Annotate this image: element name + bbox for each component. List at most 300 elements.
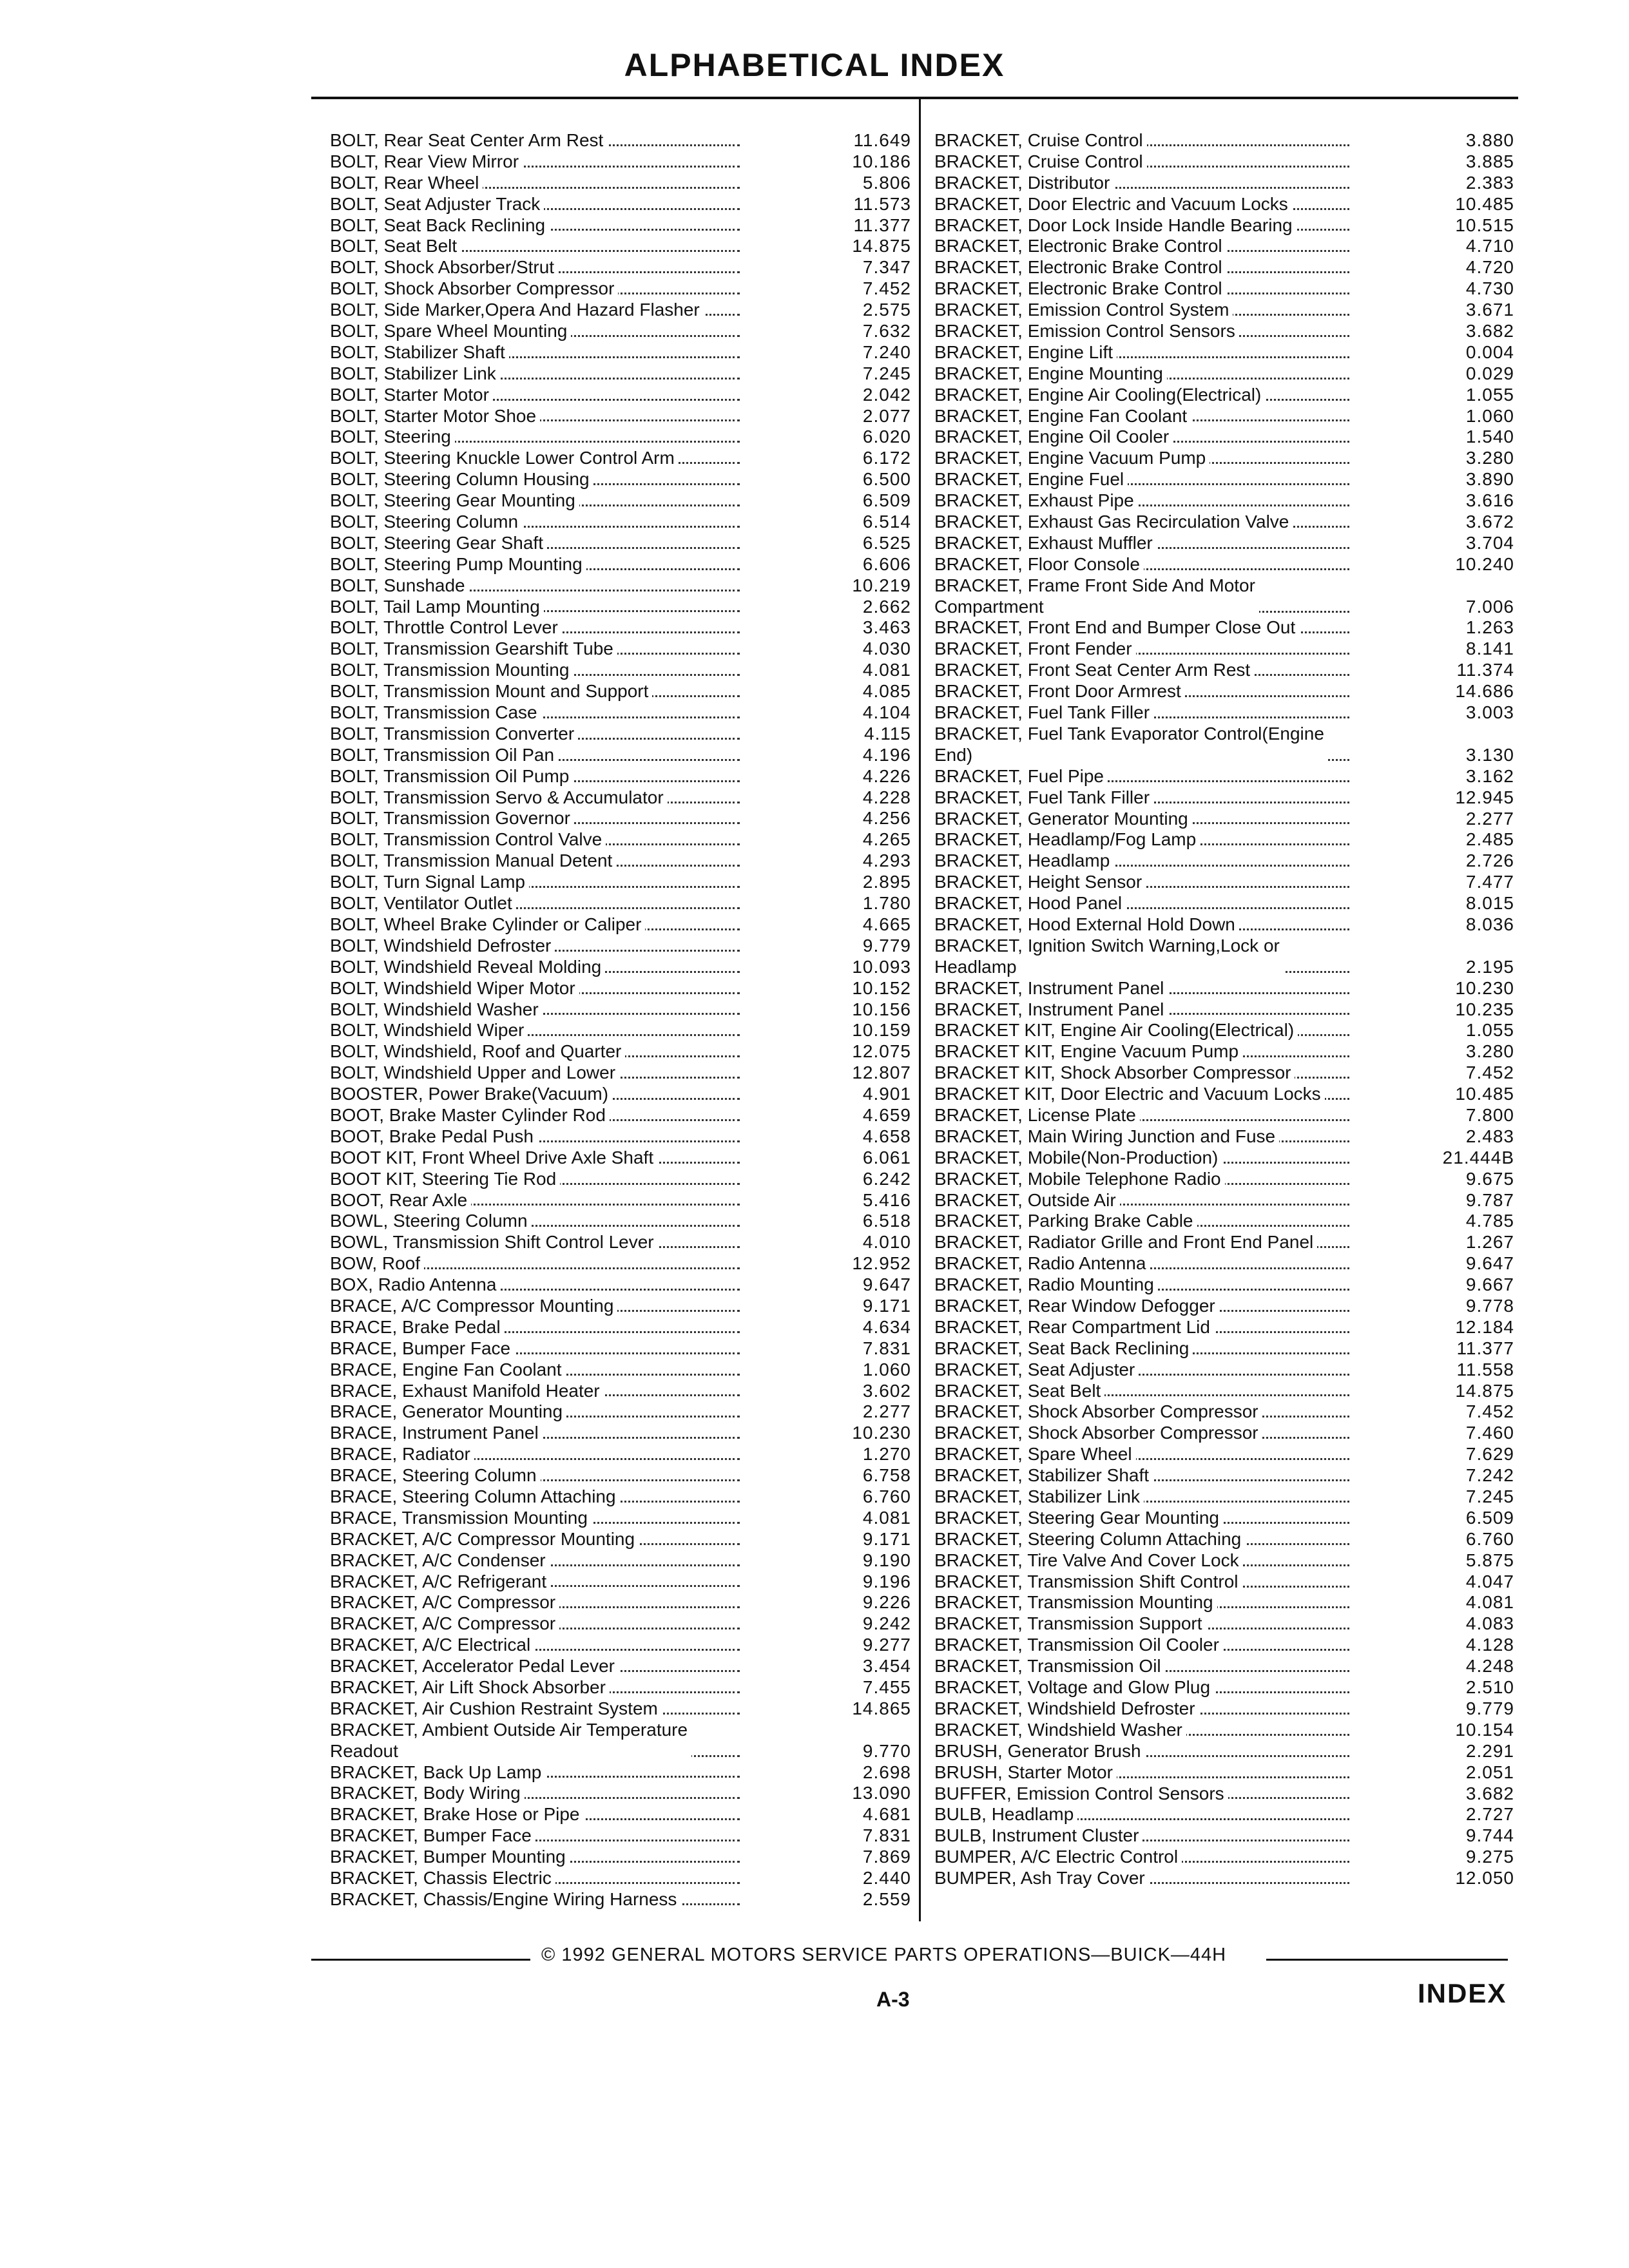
index-entry (330, 1338, 911, 1360)
index-entry (330, 617, 911, 639)
entry-name-wrap (934, 1783, 1353, 1805)
entry-page: 10.219 (852, 575, 911, 595)
index-entry (934, 257, 1514, 278)
entry-name: BRACKET, Engine Mounting (934, 363, 1167, 385)
entry-name-wrap (330, 1783, 744, 1804)
entry-name: BRACKET, Front Door Armrest (934, 681, 1185, 702)
index-entry (330, 1613, 911, 1635)
entry-name: BOLT, Windshield, Roof and Quarter (330, 1041, 625, 1062)
entry-name: BOLT, Shock Absorber/Strut (330, 257, 558, 278)
entry-name-wrap (330, 809, 744, 830)
index-entry (934, 681, 1514, 702)
entry-page: 6.172 (862, 448, 911, 468)
entry-name: BRACKET, Seat Adjuster (934, 1360, 1139, 1381)
entry-page: 4.634 (862, 1316, 911, 1337)
entry-page: 10.230 (1455, 977, 1514, 998)
entry-page: 2.440 (862, 1868, 911, 1888)
index-entry (934, 618, 1514, 639)
entry-name-wrap (934, 681, 1353, 702)
entry-name: BRACKET, Transmission Shift Control (934, 1571, 1242, 1593)
footer-rule-left (311, 1959, 530, 1961)
entry-page: 9.171 (862, 1295, 911, 1316)
entry-name: BRACKET, Door Electric and Vacuum Locks (934, 194, 1292, 215)
entry-page: 2.277 (1465, 808, 1514, 829)
entry-name-wrap (330, 1020, 744, 1041)
entry-name-wrap (330, 1550, 744, 1571)
entry-page: 12.075 (852, 1041, 911, 1062)
entry-page: 9.171 (862, 1528, 911, 1549)
entry-name-wrap (934, 787, 1353, 809)
index-entry (330, 1571, 911, 1593)
entry-page: 14.875 (852, 236, 911, 256)
entry-name: BRACKET, Electronic Brake Control (934, 278, 1226, 300)
entry-name-wrap (330, 1296, 744, 1317)
entry-name: BOLT, Transmission Converter (330, 724, 578, 745)
entry-page: 3.454 (862, 1656, 911, 1677)
entry-name: BOWL, Steering Column (330, 1211, 532, 1232)
entry-name: BRACKET, Transmission Support (934, 1613, 1206, 1635)
entry-name-wrap (330, 660, 744, 681)
entry-name: BRACKET, Fuel Tank Evaporator Control(Engine End) (934, 724, 1328, 766)
entry-page: 1.270 (862, 1444, 911, 1465)
entry-name: BRACKET, Exhaust Gas Recirculation Valve (934, 512, 1293, 533)
index-entry (330, 554, 911, 575)
index-entry (934, 1020, 1514, 1041)
entry-page: 2.195 (1465, 956, 1514, 977)
index-entry (330, 1381, 911, 1402)
entry-name: BOLT, Starter Motor (330, 385, 493, 406)
index-entry (330, 1508, 911, 1529)
entry-page: 4.081 (1465, 1592, 1514, 1613)
entry-page: 1.060 (1465, 405, 1514, 426)
entry-page: 4.256 (862, 808, 911, 829)
entry-page: 6.500 (862, 469, 911, 490)
index-entry (330, 1126, 911, 1148)
entry-name: BRACKET, Transmission Mounting (934, 1593, 1217, 1614)
entry-page: 4.030 (862, 639, 911, 659)
entry-name-wrap (934, 639, 1353, 660)
entry-name: BRACKET, Fuel Pipe (934, 766, 1108, 787)
entry-name-wrap (934, 978, 1353, 999)
entry-name-wrap (330, 1317, 744, 1338)
entry-name-wrap (330, 512, 744, 533)
entry-page: 4.128 (1465, 1635, 1514, 1655)
entry-name: BRACKET, Door Lock Inside Handle Bearing (934, 215, 1296, 236)
entry-name-wrap (934, 1317, 1353, 1338)
index-entry (934, 1041, 1514, 1062)
entry-page: 4.226 (862, 765, 911, 786)
index-entry (330, 300, 911, 321)
index-entry (330, 766, 911, 787)
entry-page: 1.055 (1465, 1020, 1514, 1041)
entry-name-wrap (330, 406, 744, 427)
entry-name-wrap (934, 1508, 1353, 1529)
entry-name: BRACE, Steering Column Attaching (330, 1486, 620, 1508)
entry-name: BRACKET, Exhaust Pipe (934, 490, 1138, 512)
entry-name: BOX, Radio Antenna (330, 1274, 500, 1296)
entry-name-wrap (330, 1613, 744, 1635)
index-entry (330, 173, 911, 194)
index-entry (934, 1783, 1514, 1805)
index-entry (330, 957, 911, 978)
index-entry (934, 321, 1514, 342)
entry-page: 6.758 (862, 1465, 911, 1486)
entry-name-wrap (934, 1635, 1353, 1656)
entry-name-wrap (934, 469, 1353, 490)
entry-name-wrap (330, 1529, 744, 1550)
entry-name-wrap (330, 1486, 744, 1508)
entry-page: 3.682 (1465, 1783, 1514, 1803)
entry-name-wrap (934, 914, 1353, 936)
index-entry (330, 1360, 911, 1381)
entry-name: BRACKET, Fuel Tank Filler (934, 787, 1153, 809)
entry-page: 7.006 (1465, 596, 1514, 617)
entry-name-wrap (330, 872, 744, 893)
entry-name-wrap (934, 850, 1353, 872)
entry-name: BULB, Instrument Cluster (934, 1825, 1142, 1847)
entry-name: BOLT, Transmission Oil Pan (330, 745, 558, 766)
entry-page: 11.377 (1456, 1338, 1514, 1358)
entry-name-wrap (934, 257, 1353, 278)
entry-name: BRACKET, A/C Compressor (330, 1592, 559, 1613)
entry-name: BRACKET, Electronic Brake Control (934, 257, 1226, 278)
entry-name: BRACKET, Mobile(Non-Production) (934, 1148, 1222, 1169)
entry-name: BOLT, Transmission Servo & Accumulator (330, 787, 668, 809)
entry-name-wrap (330, 1041, 744, 1062)
index-entry (934, 406, 1514, 427)
entry-name: BRACE, Engine Fan Coolant (330, 1360, 566, 1381)
entry-page: 8.015 (1465, 893, 1514, 914)
entry-name-wrap (934, 406, 1353, 427)
entry-name: BULB, Headlamp (934, 1804, 1077, 1825)
entry-name-wrap (934, 427, 1353, 448)
index-entry (934, 173, 1514, 194)
entry-page: 14.865 (852, 1698, 911, 1718)
entry-name: BRACKET, Bumper Mounting (330, 1847, 570, 1868)
entry-name-wrap (330, 194, 744, 215)
entry-name: BOLT, Steering Pump Mounting (330, 554, 586, 575)
entry-name-wrap (934, 936, 1353, 978)
index-entry (934, 724, 1514, 766)
entry-name-wrap (934, 575, 1353, 618)
entry-name-wrap (934, 215, 1353, 236)
entry-name: BOLT, Steering Column Housing (330, 469, 593, 490)
entry-name: BRACKET, Main Wiring Junction and Fuse (934, 1126, 1279, 1148)
entry-page: 7.800 (1465, 1105, 1514, 1125)
entry-name: BRACKET, Chassis Electric (330, 1868, 555, 1889)
entry-page: 2.051 (1465, 1762, 1514, 1782)
entry-name: BRACKET, Air Lift Shock Absorber (330, 1677, 610, 1698)
entry-name: BRACKET, Ambient Outside Air Temperature Readout (330, 1720, 691, 1762)
entry-page: 7.245 (862, 363, 911, 383)
entry-page: 4.115 (864, 723, 911, 744)
index-entry (330, 1677, 911, 1698)
entry-name-wrap (934, 1253, 1353, 1274)
index-entry (330, 1529, 911, 1550)
entry-name-wrap (934, 999, 1353, 1021)
index-entry (330, 809, 911, 830)
entry-name-wrap (330, 639, 744, 660)
entry-name: BRACKET, Shock Absorber Compressor (934, 1423, 1262, 1444)
entry-page: 5.416 (862, 1189, 911, 1210)
entry-name: BRACKET, Back Up Lamp (330, 1762, 545, 1783)
entry-name: BRACKET, Transmission Oil Cooler (934, 1635, 1223, 1656)
entry-page: 7.831 (862, 1338, 911, 1358)
entry-name: BRACKET, Headlamp/Fog Lamp (934, 829, 1200, 850)
entry-name: BRACKET, Cruise Control (934, 130, 1147, 151)
index-entry (330, 1825, 911, 1847)
header-rule (311, 97, 1518, 99)
entry-name: BRUSH, Starter Motor (934, 1762, 1117, 1783)
index-entry (330, 321, 911, 342)
index-entry (934, 1444, 1514, 1465)
entry-name-wrap (934, 1465, 1353, 1486)
entry-page: 12.952 (852, 1253, 911, 1274)
entry-name: BRACKET, Tire Valve And Cover Lock (934, 1550, 1243, 1571)
entry-name-wrap (330, 1868, 744, 1889)
entry-page: 7.245 (1465, 1486, 1514, 1507)
entry-name-wrap (934, 1656, 1353, 1677)
entry-name: BRACKET, Steering Column Attaching (934, 1529, 1245, 1550)
index-entry (330, 597, 911, 618)
index-entry (934, 1232, 1514, 1253)
entry-page: 4.658 (862, 1126, 911, 1146)
entry-page: 10.230 (852, 1423, 911, 1443)
entry-page: 9.647 (1465, 1253, 1514, 1274)
index-entry (934, 660, 1514, 681)
entry-name: BOLT, Tail Lamp Mounting (330, 597, 544, 618)
index-entry (330, 724, 911, 745)
entry-page: 2.727 (1465, 1804, 1514, 1825)
entry-page: 14.875 (1455, 1380, 1514, 1401)
entry-name-wrap (330, 999, 744, 1021)
entry-name: BRACKET, Transmission Oil (934, 1656, 1165, 1677)
entry-name-wrap (934, 1486, 1353, 1508)
entry-name: BRACKET, Instrument Panel (934, 978, 1168, 999)
entry-name: BRACKET KIT, Door Electric and Vacuum Locks (934, 1084, 1325, 1105)
entry-name-wrap (934, 1868, 1353, 1889)
entry-name-wrap (934, 1126, 1353, 1148)
index-entry (934, 385, 1514, 406)
entry-page: 4.085 (862, 681, 911, 702)
entry-page: 9.675 (1465, 1168, 1514, 1189)
entry-name-wrap (934, 1613, 1353, 1635)
entry-page: 13.090 (852, 1783, 911, 1803)
entry-name: BOLT, Steering Gear Shaft (330, 533, 547, 554)
entry-page: 8.141 (1465, 639, 1514, 659)
index-entry (330, 1084, 911, 1105)
index-entry (330, 406, 911, 427)
index-entry (934, 575, 1514, 618)
index-entry (330, 1656, 911, 1677)
entry-name-wrap (330, 385, 744, 406)
index-entry (330, 660, 911, 681)
index-entry (934, 1635, 1514, 1656)
entry-page: 2.483 (1465, 1126, 1514, 1146)
entry-page: 1.055 (1465, 384, 1514, 405)
entry-name-wrap (330, 1825, 744, 1847)
index-entry (934, 1677, 1514, 1698)
entry-name-wrap (330, 1889, 744, 1910)
entry-name: BRACKET, Engine Lift (934, 342, 1117, 363)
entry-name: BRACKET, Steering Gear Mounting (934, 1508, 1223, 1529)
index-entry (934, 1571, 1514, 1593)
entry-name: BOLT, Sunshade (330, 575, 469, 597)
entry-name: BOLT, Rear Wheel (330, 173, 483, 194)
entry-page: 9.770 (862, 1740, 911, 1761)
entry-page: 7.869 (862, 1847, 911, 1867)
entry-page: 11.573 (853, 193, 911, 214)
entry-name-wrap (934, 1741, 1353, 1762)
entry-name-wrap (330, 321, 744, 342)
entry-name: BRACKET, Windshield Defroster (934, 1698, 1199, 1720)
entry-page: 11.558 (1456, 1359, 1514, 1379)
entry-name: BRACKET, Spare Wheel (934, 1444, 1136, 1465)
index-entry (330, 681, 911, 702)
entry-page: 6.514 (862, 512, 911, 532)
entry-name-wrap (934, 702, 1353, 724)
entry-name: BOLT, Steering (330, 427, 455, 448)
page-title: ALPHABETICAL INDEX (624, 47, 1005, 83)
entry-name-wrap (934, 1148, 1353, 1169)
index-entry (934, 1465, 1514, 1486)
entry-name: BOLT, Seat Back Reclining (330, 215, 549, 236)
entry-page: 7.455 (862, 1677, 911, 1697)
entry-page: 7.629 (1465, 1444, 1514, 1465)
index-entry (934, 1613, 1514, 1635)
entry-name: BRACKET, A/C Compressor Mounting (330, 1529, 639, 1550)
entry-name: BOLT, Transmission Case (330, 702, 541, 724)
entry-name-wrap (330, 575, 744, 597)
index-entry (330, 427, 911, 448)
entry-page: 7.632 (862, 321, 911, 341)
entry-name-wrap (330, 1401, 744, 1423)
entry-name: BOLT, Windshield Defroster (330, 936, 555, 957)
entry-page: 3.671 (1465, 300, 1514, 320)
entry-page: 21.444B (1442, 1147, 1514, 1168)
entry-name-wrap (934, 1825, 1353, 1847)
entry-name-wrap (934, 1529, 1353, 1550)
entry-page: 12.945 (1455, 787, 1514, 807)
entry-name-wrap (330, 257, 744, 278)
entry-name: BRACKET, Stabilizer Link (934, 1486, 1144, 1508)
entry-name: BRACKET, Electronic Brake Control (934, 236, 1226, 257)
entry-name-wrap (330, 342, 744, 363)
entry-page: 2.510 (1465, 1677, 1514, 1698)
entry-page: 4.720 (1465, 257, 1514, 278)
entry-name-wrap (330, 1211, 744, 1232)
entry-name: BRACKET, Fuel Tank Filler (934, 702, 1153, 724)
entry-name-wrap (330, 1423, 744, 1444)
entry-name-wrap (934, 1274, 1353, 1296)
entry-name-wrap (934, 363, 1353, 385)
entry-name: BOLT, Steering Column (330, 512, 522, 533)
entry-name-wrap (330, 1635, 744, 1656)
index-entry (330, 215, 911, 236)
entry-page: 3.130 (1465, 744, 1514, 765)
entry-name-wrap (330, 936, 744, 957)
index-entry (330, 702, 911, 724)
entry-page: 2.277 (862, 1401, 911, 1422)
entry-name: BOLT, Transmission Manual Detent (330, 850, 616, 872)
entry-name-wrap (330, 554, 744, 575)
entry-page: 6.061 (862, 1147, 911, 1168)
entry-page: 7.452 (862, 278, 911, 299)
index-entry (330, 914, 911, 936)
entry-name: BRACKET, Hood Panel (934, 893, 1126, 914)
entry-name-wrap (330, 1253, 744, 1274)
entry-name: BRACE, Generator Mounting (330, 1401, 566, 1423)
entry-name: BRACKET, Emission Control Sensors (934, 321, 1239, 342)
entry-name-wrap (934, 512, 1353, 533)
entry-page: 4.081 (862, 660, 911, 680)
entry-page: 4.196 (862, 744, 911, 765)
index-entry (330, 893, 911, 914)
index-entry (330, 639, 911, 660)
entry-name-wrap (934, 1169, 1353, 1190)
entry-name-wrap (934, 1677, 1353, 1698)
entry-name-wrap (934, 1720, 1353, 1741)
entry-page: 3.616 (1465, 490, 1514, 511)
index-entry (330, 1211, 911, 1232)
index-entry (330, 278, 911, 300)
index-entry (934, 829, 1514, 850)
entry-name-wrap (330, 448, 744, 469)
index-entry (330, 533, 911, 554)
entry-name-wrap (330, 1677, 744, 1698)
entry-page: 11.377 (853, 215, 911, 235)
entry-name-wrap (934, 1296, 1353, 1317)
entry-name: BRACKET, A/C Compressor (330, 1613, 559, 1635)
index-entry (934, 533, 1514, 554)
entry-name: BOLT, Seat Belt (330, 236, 461, 257)
entry-page: 4.659 (862, 1104, 911, 1125)
entry-page: 4.081 (862, 1507, 911, 1528)
entry-page: 3.280 (1465, 1041, 1514, 1062)
entry-name-wrap (330, 1360, 744, 1381)
entry-name: BRACE, A/C Compressor Mounting (330, 1296, 617, 1317)
entry-page: 3.682 (1465, 321, 1514, 341)
entry-name-wrap (934, 1593, 1353, 1614)
entry-name: BRACKET, Radio Mounting (934, 1274, 1158, 1296)
entry-name: BOLT, Transmission Oil Pump (330, 766, 573, 787)
entry-name-wrap (934, 342, 1353, 363)
entry-page: 9.778 (1465, 1296, 1514, 1316)
entry-name-wrap (330, 1656, 744, 1677)
entry-name: BUMPER, Ash Tray Cover (934, 1868, 1149, 1889)
entry-page: 7.831 (862, 1825, 911, 1846)
entry-name: BRACKET, Brake Hose or Pipe (330, 1804, 584, 1825)
entry-name-wrap (330, 173, 744, 194)
entry-name-wrap (330, 1444, 744, 1465)
entry-name-wrap (934, 130, 1353, 151)
entry-name-wrap (934, 300, 1353, 321)
entry-page: 8.036 (1465, 914, 1514, 934)
index-column-right (934, 130, 1514, 1889)
entry-page: 3.280 (1465, 448, 1514, 468)
index-entry (330, 1020, 911, 1041)
footer-copyright: © 1992 GENERAL MOTORS SERVICE PARTS OPERATIONS—BUICK—44H (541, 1945, 1227, 1965)
index-entry (330, 1296, 911, 1317)
entry-page: 9.667 (1465, 1274, 1514, 1295)
index-entry (934, 1360, 1514, 1381)
entry-name-wrap (330, 1847, 744, 1868)
index-entry (934, 1593, 1514, 1614)
entry-page: 0.029 (1465, 363, 1514, 383)
entry-name-wrap (934, 872, 1353, 893)
entry-name: BOLT, Shock Absorber Compressor (330, 278, 618, 300)
entry-page: 3.602 (862, 1380, 911, 1401)
